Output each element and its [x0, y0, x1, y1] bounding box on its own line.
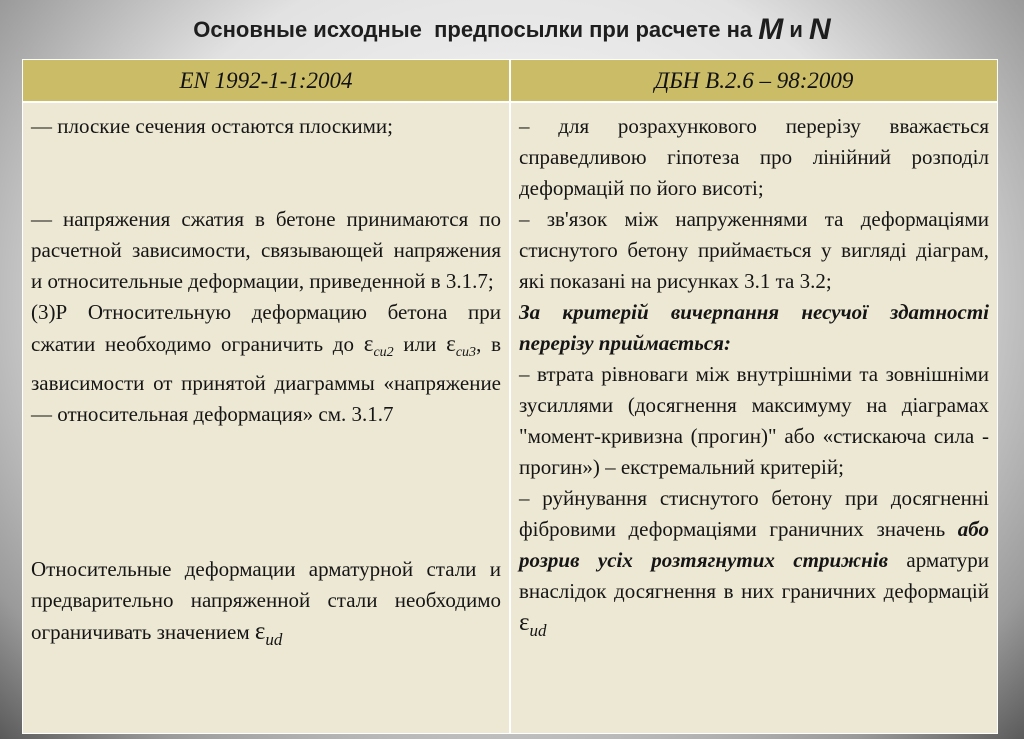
epsilon-symbol: ε	[363, 331, 374, 356]
dbn-column-cell	[511, 103, 997, 733]
table-header-row	[23, 60, 997, 101]
epsilon-symbol: ε	[254, 618, 266, 645]
dbn-concrete-failure-part-a: – руйнування стиснутого бетону при досягненні фібровими деформаціями граничних значень	[519, 486, 989, 541]
en-plane-sections-text: — плоские сечения остаются плоскими;	[31, 114, 394, 138]
title-var-m: M	[758, 13, 784, 46]
dbn-equilibrium-loss-text: – втрата рівноваги між внутрішніми та зовнішніми зусиллями (досягнення максимуму на діаграмах "момент-кривизна (прогин)" або «стискаюча сила - прогин») – екстремальний критерій;	[519, 362, 989, 479]
dbn-stress-strain-text: – зв'язок між напруженнями та деформаціями стиснутого бетону приймається у вигляді діаграм, які показані на рисунках 3.1 та 3.2;	[519, 207, 989, 293]
subscript-ud: ud	[265, 630, 283, 649]
header-en-standard: EN 1992-1-1:2004	[23, 60, 511, 101]
en-compression-stress-text: — напряжения сжатия в бетоне принимаются по расчетной зависимости, связывающей напряжения и относительные деформации, приведенной в 3.1.7;	[31, 207, 501, 293]
en-strain-limit-part-b: или	[393, 332, 447, 356]
dbn-linear-strain-text: – для розрахункового перерізу вважається справедливою гіпотеза про лінійний розподіл деформацій по його висоті;	[519, 114, 989, 200]
dbn-criterion-heading: За критерій вичерпання несучої здатності перерізу приймається:	[519, 300, 989, 355]
en-strain-limit-text	[31, 297, 501, 430]
slide-title	[0, 10, 1024, 50]
epsilon-symbol: ε	[519, 609, 530, 636]
subscript-cu2: cu2	[373, 345, 394, 360]
en-steel-strain-text	[31, 554, 501, 655]
subscript-cu3: cu3	[455, 345, 477, 360]
en-strain-limit-part-a: (3)Р Относительную деформацию бетона при сжатии необходимо ограничить до	[31, 300, 501, 356]
spacer	[31, 142, 501, 204]
dbn-rebar-rupture-emphasis: або розрив усіх розтягнутих стрижнів	[519, 517, 989, 572]
title-conjunction: и	[783, 17, 810, 42]
epsilon-symbol: ε	[446, 331, 456, 356]
spacer	[31, 430, 501, 554]
subscript-ud: ud	[529, 621, 547, 640]
title-var-n: N	[809, 13, 831, 46]
header-dbn-standard: ДБН В.2.6 – 98:2009	[511, 60, 997, 101]
title-text: Основные исходные предпосылки при расчете на	[193, 17, 759, 42]
en-strain-limit-part-c: , в зависимости от принятой диаграммы «напряжение — относительная деформация» см. 3.1.7	[31, 332, 502, 426]
en-steel-strain-part: Относительные деформации арматурной стали и предварительно напряженной стали необходимо ограничивать значением	[31, 557, 501, 644]
comparison-table	[22, 59, 998, 734]
dbn-concrete-failure-part-c: арматури внаслідок досягнення в них граничних деформацій	[519, 548, 989, 603]
en-column-cell	[23, 103, 511, 733]
table-body-row	[23, 101, 997, 733]
dbn-concrete-failure-text	[519, 483, 989, 646]
